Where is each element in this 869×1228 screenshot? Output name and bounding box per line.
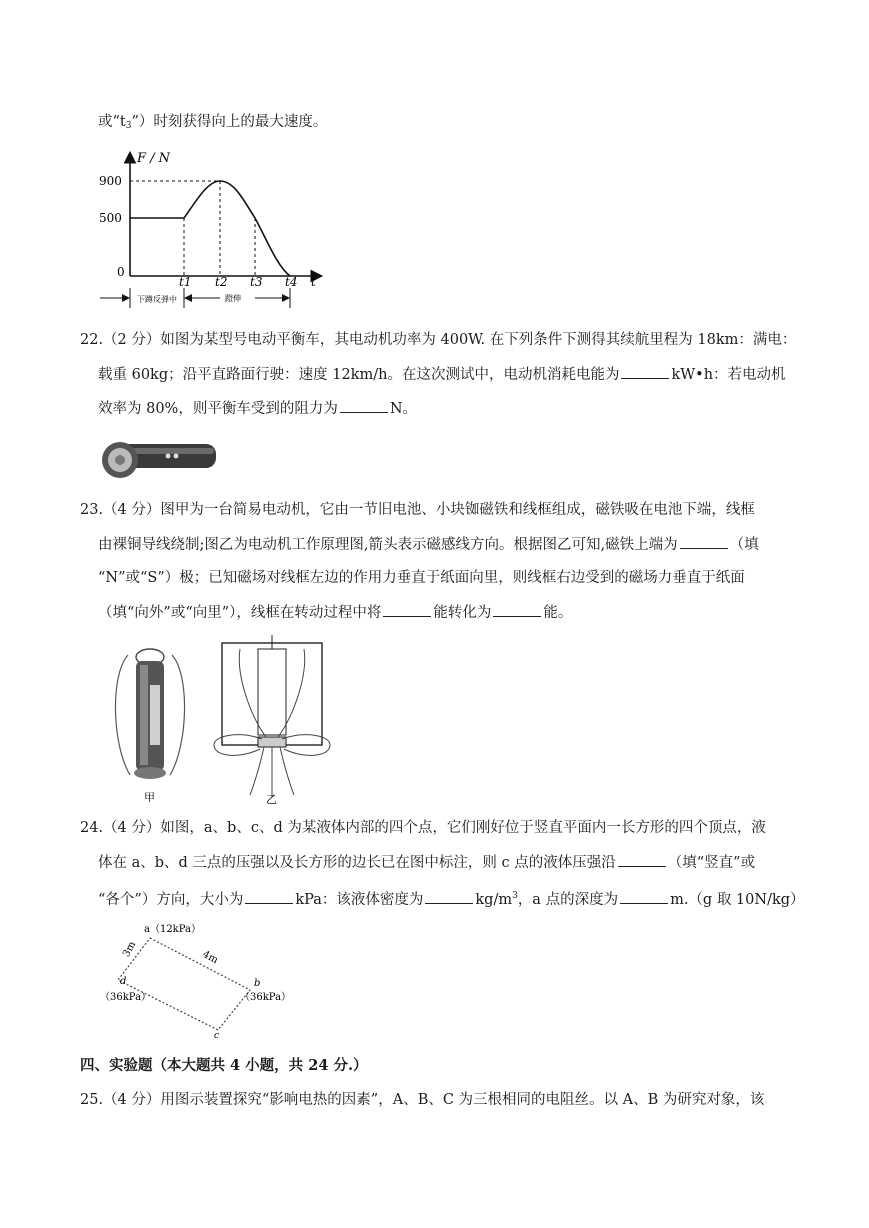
q24-blank-pressure[interactable] <box>245 889 293 904</box>
y-tick-0: 0 <box>117 265 125 279</box>
q23-blank-pole[interactable] <box>680 534 728 549</box>
figure-jia-battery-motor <box>100 635 200 805</box>
force-time-graph <box>95 148 345 308</box>
q24-blank-depth[interactable] <box>620 889 668 904</box>
q22-blank-energy[interactable] <box>621 364 669 379</box>
balance-scooter-image <box>98 434 223 480</box>
x-tick-t1: t1 <box>179 275 192 289</box>
q23-blank-energy-from[interactable] <box>383 602 431 617</box>
figure-yi-field-lines <box>210 635 335 805</box>
x-axis-label: t <box>311 275 316 289</box>
point-a-label: a（12kPa） <box>144 924 201 935</box>
figure-liquid-pressure-rectangle <box>100 920 310 1040</box>
point-b-label: b <box>254 978 261 989</box>
figure-jia-label: 甲 <box>144 791 155 804</box>
y-tick-900: 900 <box>99 174 122 188</box>
q22-line-2: 载重 60kg；沿平直路面行驶：速度 12km/h。在这次测试中，电动机消耗电能为 kW•h：若电动机 <box>98 364 786 385</box>
x-tick-t3: t3 <box>250 275 263 289</box>
section-4-title: 四、实验题（本大题共 4 小题，共 24 分.） <box>80 1057 368 1074</box>
intro-line: 或“$t_3$”）时刻获得向上的最大速度。 <box>98 114 328 131</box>
q23-line-1: 23.（4 分）图甲为一台简易电动机，它由一节旧电池、小块铷磁铁和线框组成，磁铁吸在电池下端，线框 <box>80 502 755 518</box>
q23-blank-energy-to[interactable] <box>493 602 541 617</box>
phase-down-label: 下蹲反弹中 <box>137 295 177 304</box>
figure-yi-label: 乙 <box>266 793 277 805</box>
q24-line-2: 体在 a、b、d 三点的压强以及长方形的边长已在图中标注，则 c 点的液体压强沿 （填“竖直”或 <box>98 852 755 873</box>
q22-line-1: 22.（2 分）如图为某型号电动平衡车，其电动机功率为 400W. 在下列条件下测得其续航里程为 18km：满电： <box>80 332 797 348</box>
q23-line-2: 由裸铜导线绕制;图乙为电动机工作原理图,箭头表示磁感线方向。根据图乙可知,磁铁上端为 （填 <box>98 534 759 555</box>
side-short-label: 3m <box>121 939 139 959</box>
q22-line-3: 效率为 80%，则平衡车受到的阻力为 N。 <box>98 398 417 419</box>
q23-line-3: “N”或“S”）极；已知磁场对线框左边的作用力垂直于纸面向里，则线框右边受到的磁场力垂直于纸面 <box>98 570 745 586</box>
q23-line-4: （填“向外”或“向里”），线框在转动过程中将 能转化为 能。 <box>98 602 572 623</box>
point-d-value: （36kPa） <box>100 992 152 1003</box>
phase-up-label: 蹬伸 <box>225 294 241 303</box>
y-axis-label: F / N <box>137 151 171 166</box>
q22-blank-resistance[interactable] <box>340 398 388 413</box>
q24-blank-direction[interactable] <box>618 852 666 867</box>
x-tick-t2: t2 <box>215 275 228 289</box>
side-long-label: 4m <box>200 948 220 967</box>
point-d-label: d <box>120 976 127 987</box>
q24-line-3: “各个”）方向，大小为 kPa：该液体密度为 $kg/m^3$，a 点的深度为 m.（g 取 10N/kg） <box>98 891 805 908</box>
y-tick-500: 500 <box>99 211 122 225</box>
x-tick-t4: t4 <box>285 275 298 289</box>
q24-line-1: 24.（4 分）如图，a、b、c、d 为某液体内部的四个点，它们刚好位于竖直平面内一长方形的四个顶点，液 <box>80 820 766 836</box>
q25-line-1: 25.（4 分）用图示装置探究“影响电热的因素”，A、B、C 为三根相同的电阻丝。以 A、B 为研究对象，该 <box>80 1092 765 1108</box>
q24-blank-density[interactable] <box>425 889 473 904</box>
point-c-label: c <box>214 1031 220 1040</box>
point-b-value: （36kPa） <box>240 992 292 1003</box>
